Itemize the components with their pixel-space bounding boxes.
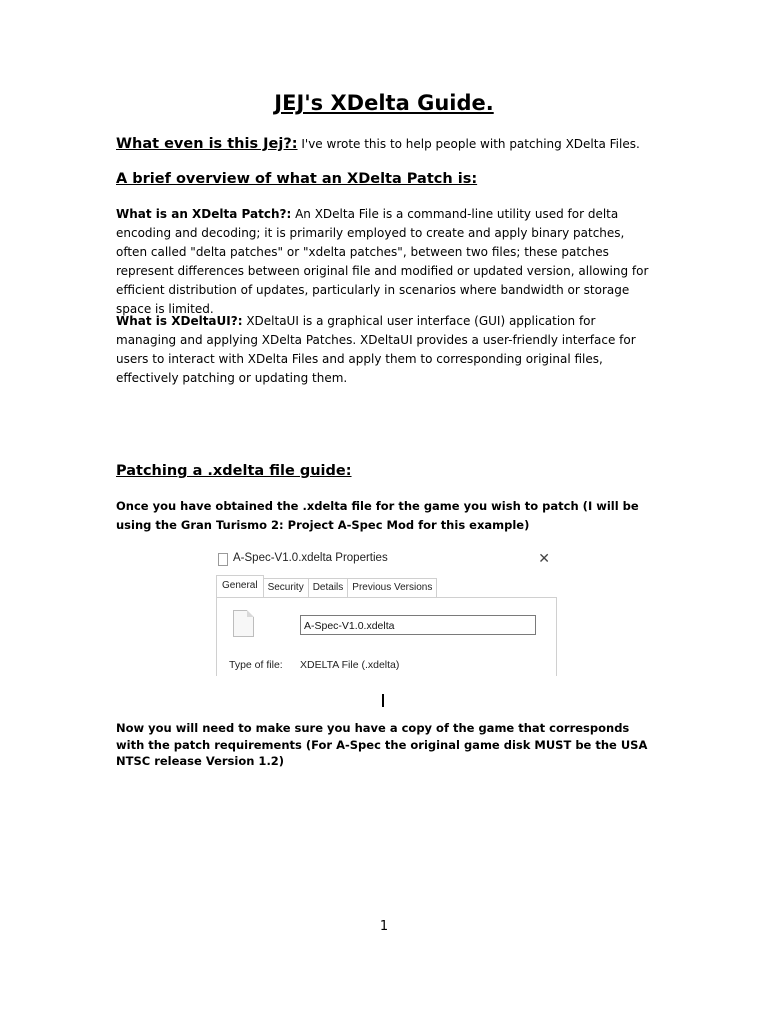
overview-heading: A brief overview of what an XDelta Patch is: [116,171,478,187]
xdelta-patch-label: What is an XDelta Patch?: [116,207,292,221]
page-title: JEJ's XDelta Guide. [274,91,494,115]
tab-general[interactable]: General [216,575,264,597]
tab-details[interactable]: Details [308,578,349,597]
document-icon [218,553,228,566]
xdelta-patch-text: An XDelta File is a command-line utility used for delta encoding and decoding; it is primarily employed to create and apply binary patches, often called "delta patches" or "xdelta patches", between two files; these patches represent differences between original file and modified or updated version, allowing for efficient distribution of updates, particularly in scenarios where bandwidth or storage space is limited. [116,207,649,316]
intro-text: I've wrote this to help people with patching XDelta Files. [297,137,640,151]
guide-step-2: Now you will need to make sure you have a copy of the game that corresponds with the patch requirements (For A-Spec the original game disk MUST be the USA NTSC release Version 1.2) [116,721,648,768]
dialog-titlebar [212,548,558,572]
tab-security[interactable]: Security [263,578,309,597]
xdeltaui-paragraph [116,312,656,388]
file-name-field[interactable]: A-Spec-V1.0.xdelta [300,615,536,635]
xdeltaui-label: What is XDeltaUI?: [116,314,243,328]
text-cursor [382,694,384,707]
page-number: 1 [379,919,389,934]
properties-dialog-screenshot [212,548,558,676]
guide-step-1: Once you have obtained the .xdelta file for the game you wish to patch (I will be using the Gran Turismo 2: Project A-Spec Mod for this example) [116,499,639,532]
dialog-title: A-Spec-V1.0.xdelta Properties [233,552,388,564]
type-of-file-label: Type of file: [229,659,283,671]
dialog-tabs [216,577,556,597]
intro-heading: What even is this Jej?: [116,136,298,152]
type-of-file-value: XDELTA File (.xdelta) [300,659,400,671]
guide-heading: Patching a .xdelta file guide: [116,463,352,479]
xdeltaui-text: XDeltaUI is a graphical user interface (GUI) application for managing and applying XDelta Patches. XDeltaUI provides a user-friendly interface for users to interact with XDelta Files and apply them to corresponding original files, effectively patching or updating them. [116,314,636,385]
tab-previous-versions[interactable]: Previous Versions [347,578,437,597]
close-icon[interactable]: ✕ [538,550,550,566]
file-icon [233,610,254,637]
xdelta-patch-paragraph [116,205,656,319]
intro-line [116,134,656,154]
